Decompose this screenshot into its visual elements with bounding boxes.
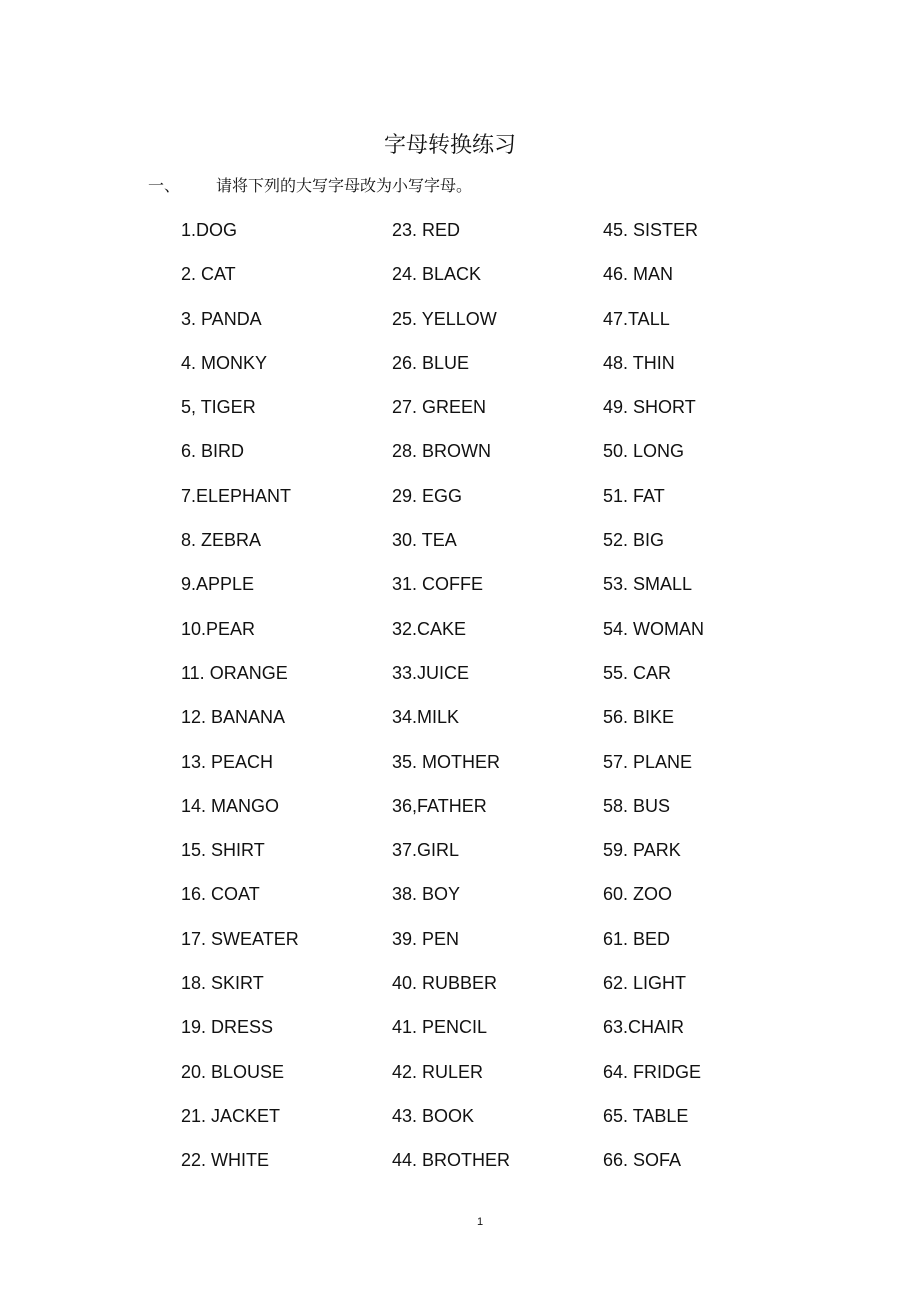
word-item: 60. ZOO bbox=[603, 884, 673, 905]
word-item: 48. THIN bbox=[603, 352, 675, 373]
word-column-2 bbox=[392, 215, 592, 1190]
word-item: 37.GIRL bbox=[392, 840, 460, 861]
word-item: 5, TIGER bbox=[181, 397, 256, 418]
word-item: 38. BOY bbox=[392, 884, 461, 905]
word-item: 23. RED bbox=[392, 220, 461, 240]
word-item: 50. LONG bbox=[603, 441, 685, 462]
word-item: 15. SHIRT bbox=[181, 840, 265, 861]
word-column-3 bbox=[603, 215, 803, 1190]
word-item: 18. SKIRT bbox=[181, 973, 264, 994]
word-item: 33.JUICE bbox=[392, 662, 470, 683]
word-item: 8. ZEBRA bbox=[181, 530, 262, 551]
word-item: 66. SOFA bbox=[603, 1150, 682, 1171]
word-item: 35. MOTHER bbox=[392, 751, 501, 772]
word-item: 11. ORANGE bbox=[181, 662, 288, 683]
word-item: 32.CAKE bbox=[392, 618, 467, 639]
word-item: 10.PEAR bbox=[181, 618, 256, 639]
word-item: 43. BOOK bbox=[392, 1105, 475, 1126]
word-item: 45. SISTER bbox=[603, 220, 699, 240]
word-item: 41. PENCIL bbox=[392, 1017, 488, 1038]
page-title: 字母转换练习 bbox=[383, 133, 516, 158]
word-item: 56. BIKE bbox=[603, 707, 675, 728]
word-item: 19. DRESS bbox=[181, 1017, 274, 1038]
word-item: 1.DOG bbox=[181, 220, 238, 240]
word-item: 58. BUS bbox=[603, 795, 671, 816]
word-item: 64. FRIDGE bbox=[603, 1061, 702, 1082]
word-item: 24. BLACK bbox=[392, 264, 482, 285]
word-item: 6. BIRD bbox=[181, 441, 245, 462]
word-item: 12. BANANA bbox=[181, 707, 286, 728]
word-item: 65. TABLE bbox=[603, 1105, 689, 1126]
word-item: 61. BED bbox=[603, 928, 671, 949]
word-item: 40. RUBBER bbox=[392, 973, 498, 994]
word-item: 29. EGG bbox=[392, 485, 463, 506]
word-item: 46. MAN bbox=[603, 264, 674, 285]
word-item: 13. PEACH bbox=[181, 751, 274, 772]
word-item: 16. COAT bbox=[181, 884, 260, 905]
word-item: 36,FATHER bbox=[392, 795, 487, 816]
word-item: 26. BLUE bbox=[392, 352, 470, 373]
word-item: 22. WHITE bbox=[181, 1150, 270, 1171]
word-item: 4. MONKY bbox=[181, 352, 268, 373]
word-column-1 bbox=[181, 215, 381, 1190]
word-item: 7.ELEPHANT bbox=[181, 485, 292, 506]
word-item: 53. SMALL bbox=[603, 574, 693, 595]
word-item: 52. BIG bbox=[603, 530, 665, 551]
word-item: 59. PARK bbox=[603, 840, 681, 861]
word-item: 14. MANGO bbox=[181, 795, 280, 816]
word-item: 21. JACKET bbox=[181, 1105, 281, 1126]
word-item: 57. PLANE bbox=[603, 751, 693, 772]
word-item: 2. CAT bbox=[181, 264, 236, 285]
word-item: 31. COFFE bbox=[392, 574, 484, 595]
word-item: 34.MILK bbox=[392, 707, 460, 728]
word-item: 27. GREEN bbox=[392, 397, 487, 418]
word-item: 3. PANDA bbox=[181, 308, 262, 329]
section-marker: 一、 bbox=[148, 176, 181, 195]
word-item: 9.APPLE bbox=[181, 574, 255, 595]
word-item: 30. TEA bbox=[392, 530, 457, 551]
word-item: 20. BLOUSE bbox=[181, 1061, 285, 1082]
word-item: 62. LIGHT bbox=[603, 973, 687, 994]
word-item: 42. RULER bbox=[392, 1061, 484, 1082]
word-item: 54. WOMAN bbox=[603, 618, 705, 639]
word-item: 17. SWEATER bbox=[181, 928, 299, 949]
section-instruction: 请将下列的大写字母改为小写字母。 bbox=[216, 176, 473, 195]
word-item: 49. SHORT bbox=[603, 397, 696, 418]
word-item: 44. BROTHER bbox=[392, 1150, 511, 1171]
word-item: 55. CAR bbox=[603, 662, 672, 683]
page-number: 1 bbox=[476, 1216, 484, 1228]
word-item: 47.TALL bbox=[603, 308, 670, 329]
word-item: 51. FAT bbox=[603, 485, 665, 506]
word-item: 25. YELLOW bbox=[392, 308, 497, 329]
word-item: 39. PEN bbox=[392, 928, 460, 949]
word-item: 63.CHAIR bbox=[603, 1017, 685, 1038]
section-heading bbox=[148, 172, 748, 200]
word-item: 28. BROWN bbox=[392, 441, 492, 462]
